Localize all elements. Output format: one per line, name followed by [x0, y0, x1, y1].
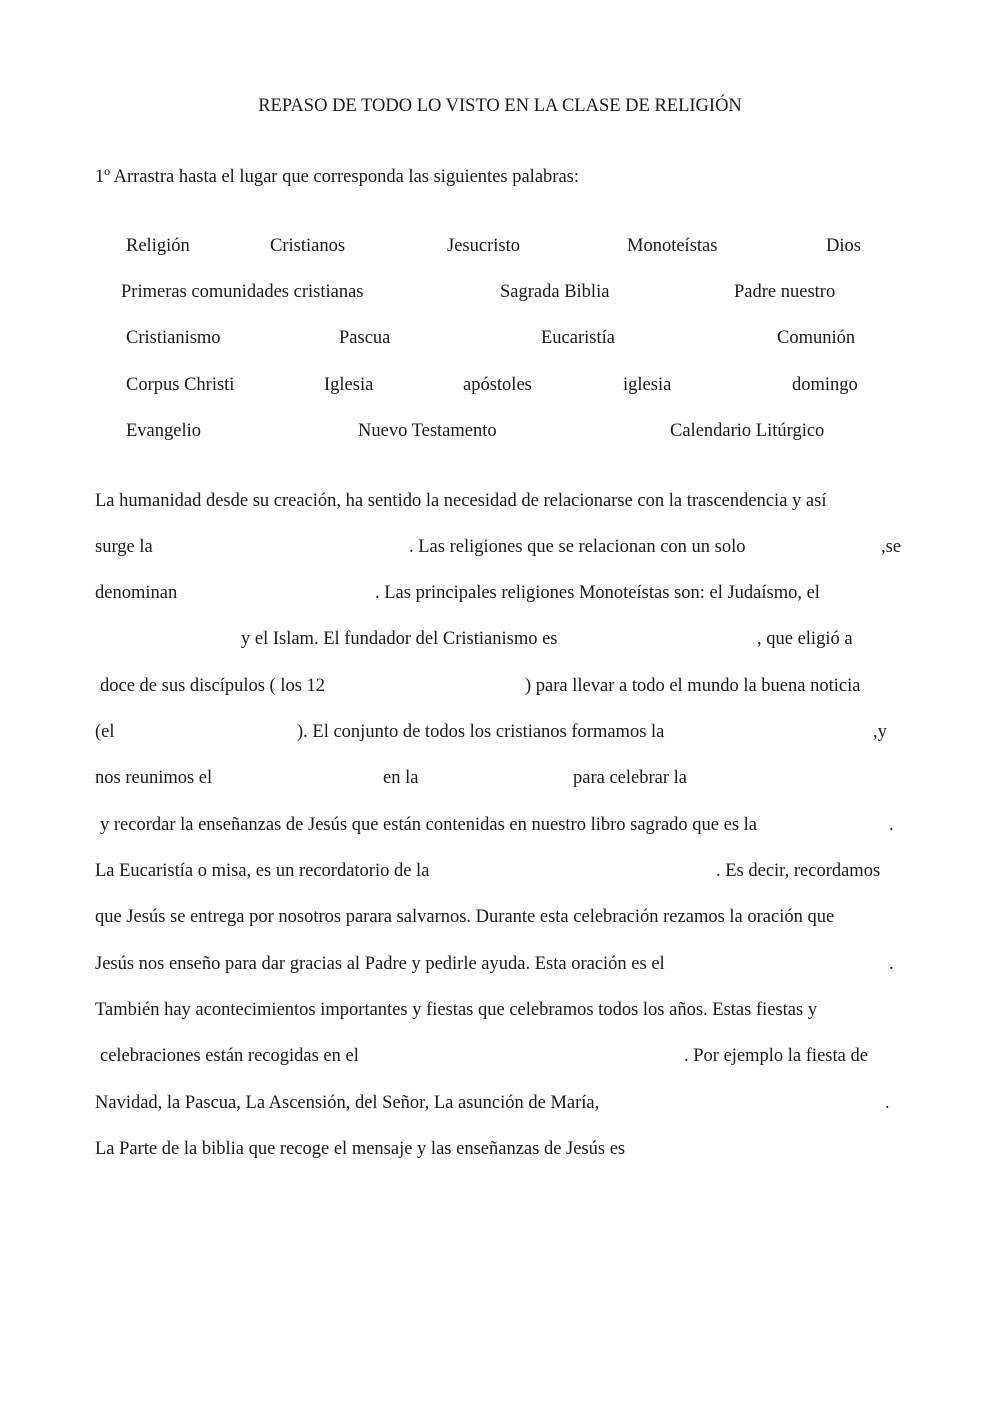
word-chip[interactable]: Evangelio [126, 421, 202, 441]
text-line: para celebrar la [573, 768, 687, 788]
text-line: . [889, 954, 894, 974]
word-chip[interactable]: Calendario Litúrgico [670, 421, 825, 441]
text-line: nos reunimos el [95, 768, 213, 788]
text-line: . Las religiones que se relacionan con un solo [409, 537, 746, 557]
text-line: (el [95, 722, 115, 742]
word-chip[interactable]: iglesia [623, 375, 672, 395]
text-line: . Las principales religiones Monoteístas son: el Judaísmo, el [375, 583, 820, 603]
text-line: surge la [95, 537, 153, 557]
text-line: celebraciones están recogidas en el [100, 1046, 359, 1066]
word-chip[interactable]: Monoteístas [627, 236, 718, 256]
word-chip[interactable]: Padre nuestro [734, 282, 836, 302]
text-line: También hay acontecimientos importantes y fiestas que celebramos todos los años. Estas fiestas y [95, 1000, 818, 1020]
word-chip[interactable]: Religión [126, 236, 190, 256]
text-line: denominan [95, 583, 178, 603]
text-line: Jesús nos enseño para dar gracias al Padre y pedirle ayuda. Esta oración es el [95, 954, 665, 974]
text-line: y recordar la enseñanzas de Jesús que están contenidas en nuestro libro sagrado que es la [100, 815, 758, 835]
text-line: . [885, 1093, 890, 1113]
word-chip[interactable]: Sagrada Biblia [500, 282, 610, 302]
text-line: La Eucaristía o misa, es un recordatorio de la [95, 861, 430, 881]
text-line: ,y [873, 722, 887, 742]
text-line: que Jesús se entrega por nosotros parara salvarnos. Durante esta celebración rezamos la oración que [95, 907, 835, 927]
text-line: La humanidad desde su creación, ha sentido la necesidad de relacionarse con la trascendencia y así [95, 491, 827, 511]
word-chip[interactable]: Pascua [339, 328, 391, 348]
word-chip[interactable]: Primeras comunidades cristianas [121, 282, 364, 302]
word-chip[interactable]: Dios [826, 236, 861, 256]
word-chip[interactable]: Nuevo Testamento [358, 421, 497, 441]
word-chip[interactable]: Corpus Christi [126, 375, 235, 395]
word-chip[interactable]: domingo [792, 375, 858, 395]
text-line: ) para llevar a todo el mundo la buena noticia [525, 676, 861, 696]
text-line: , que eligió a [757, 629, 853, 649]
word-chip[interactable]: Comunión [777, 328, 856, 348]
word-chip[interactable]: Jesucristo [447, 236, 520, 256]
text-line: en la [383, 768, 419, 788]
word-chip[interactable]: Iglesia [324, 375, 374, 395]
word-chip[interactable]: Eucaristía [541, 328, 615, 348]
instruction: 1º Arrastra hasta el lugar que corresponda las siguientes palabras: [95, 167, 579, 187]
word-chip[interactable]: Cristianos [270, 236, 346, 256]
text-line: ,se [881, 537, 902, 557]
word-chip[interactable]: Cristianismo [126, 328, 221, 348]
word-chip[interactable]: apóstoles [463, 375, 532, 395]
text-line: Navidad, la Pascua, La Ascensión, del Señor, La asunción de María, [95, 1093, 600, 1113]
text-line: doce de sus discípulos ( los 12 [100, 676, 326, 696]
page-title: REPASO DE TODO LO VISTO EN LA CLASE DE RELIGIÓN [258, 96, 742, 116]
text-line: La Parte de la biblia que recoge el mensaje y las enseñanzas de Jesús es [95, 1139, 626, 1159]
text-line: ). El conjunto de todos los cristianos formamos la [297, 722, 665, 742]
text-line: . [889, 815, 894, 835]
text-line: y el Islam. El fundador del Cristianismo es [241, 629, 558, 649]
text-line: . Es decir, recordamos [716, 861, 881, 881]
text-line: . Por ejemplo la fiesta de [684, 1046, 868, 1066]
